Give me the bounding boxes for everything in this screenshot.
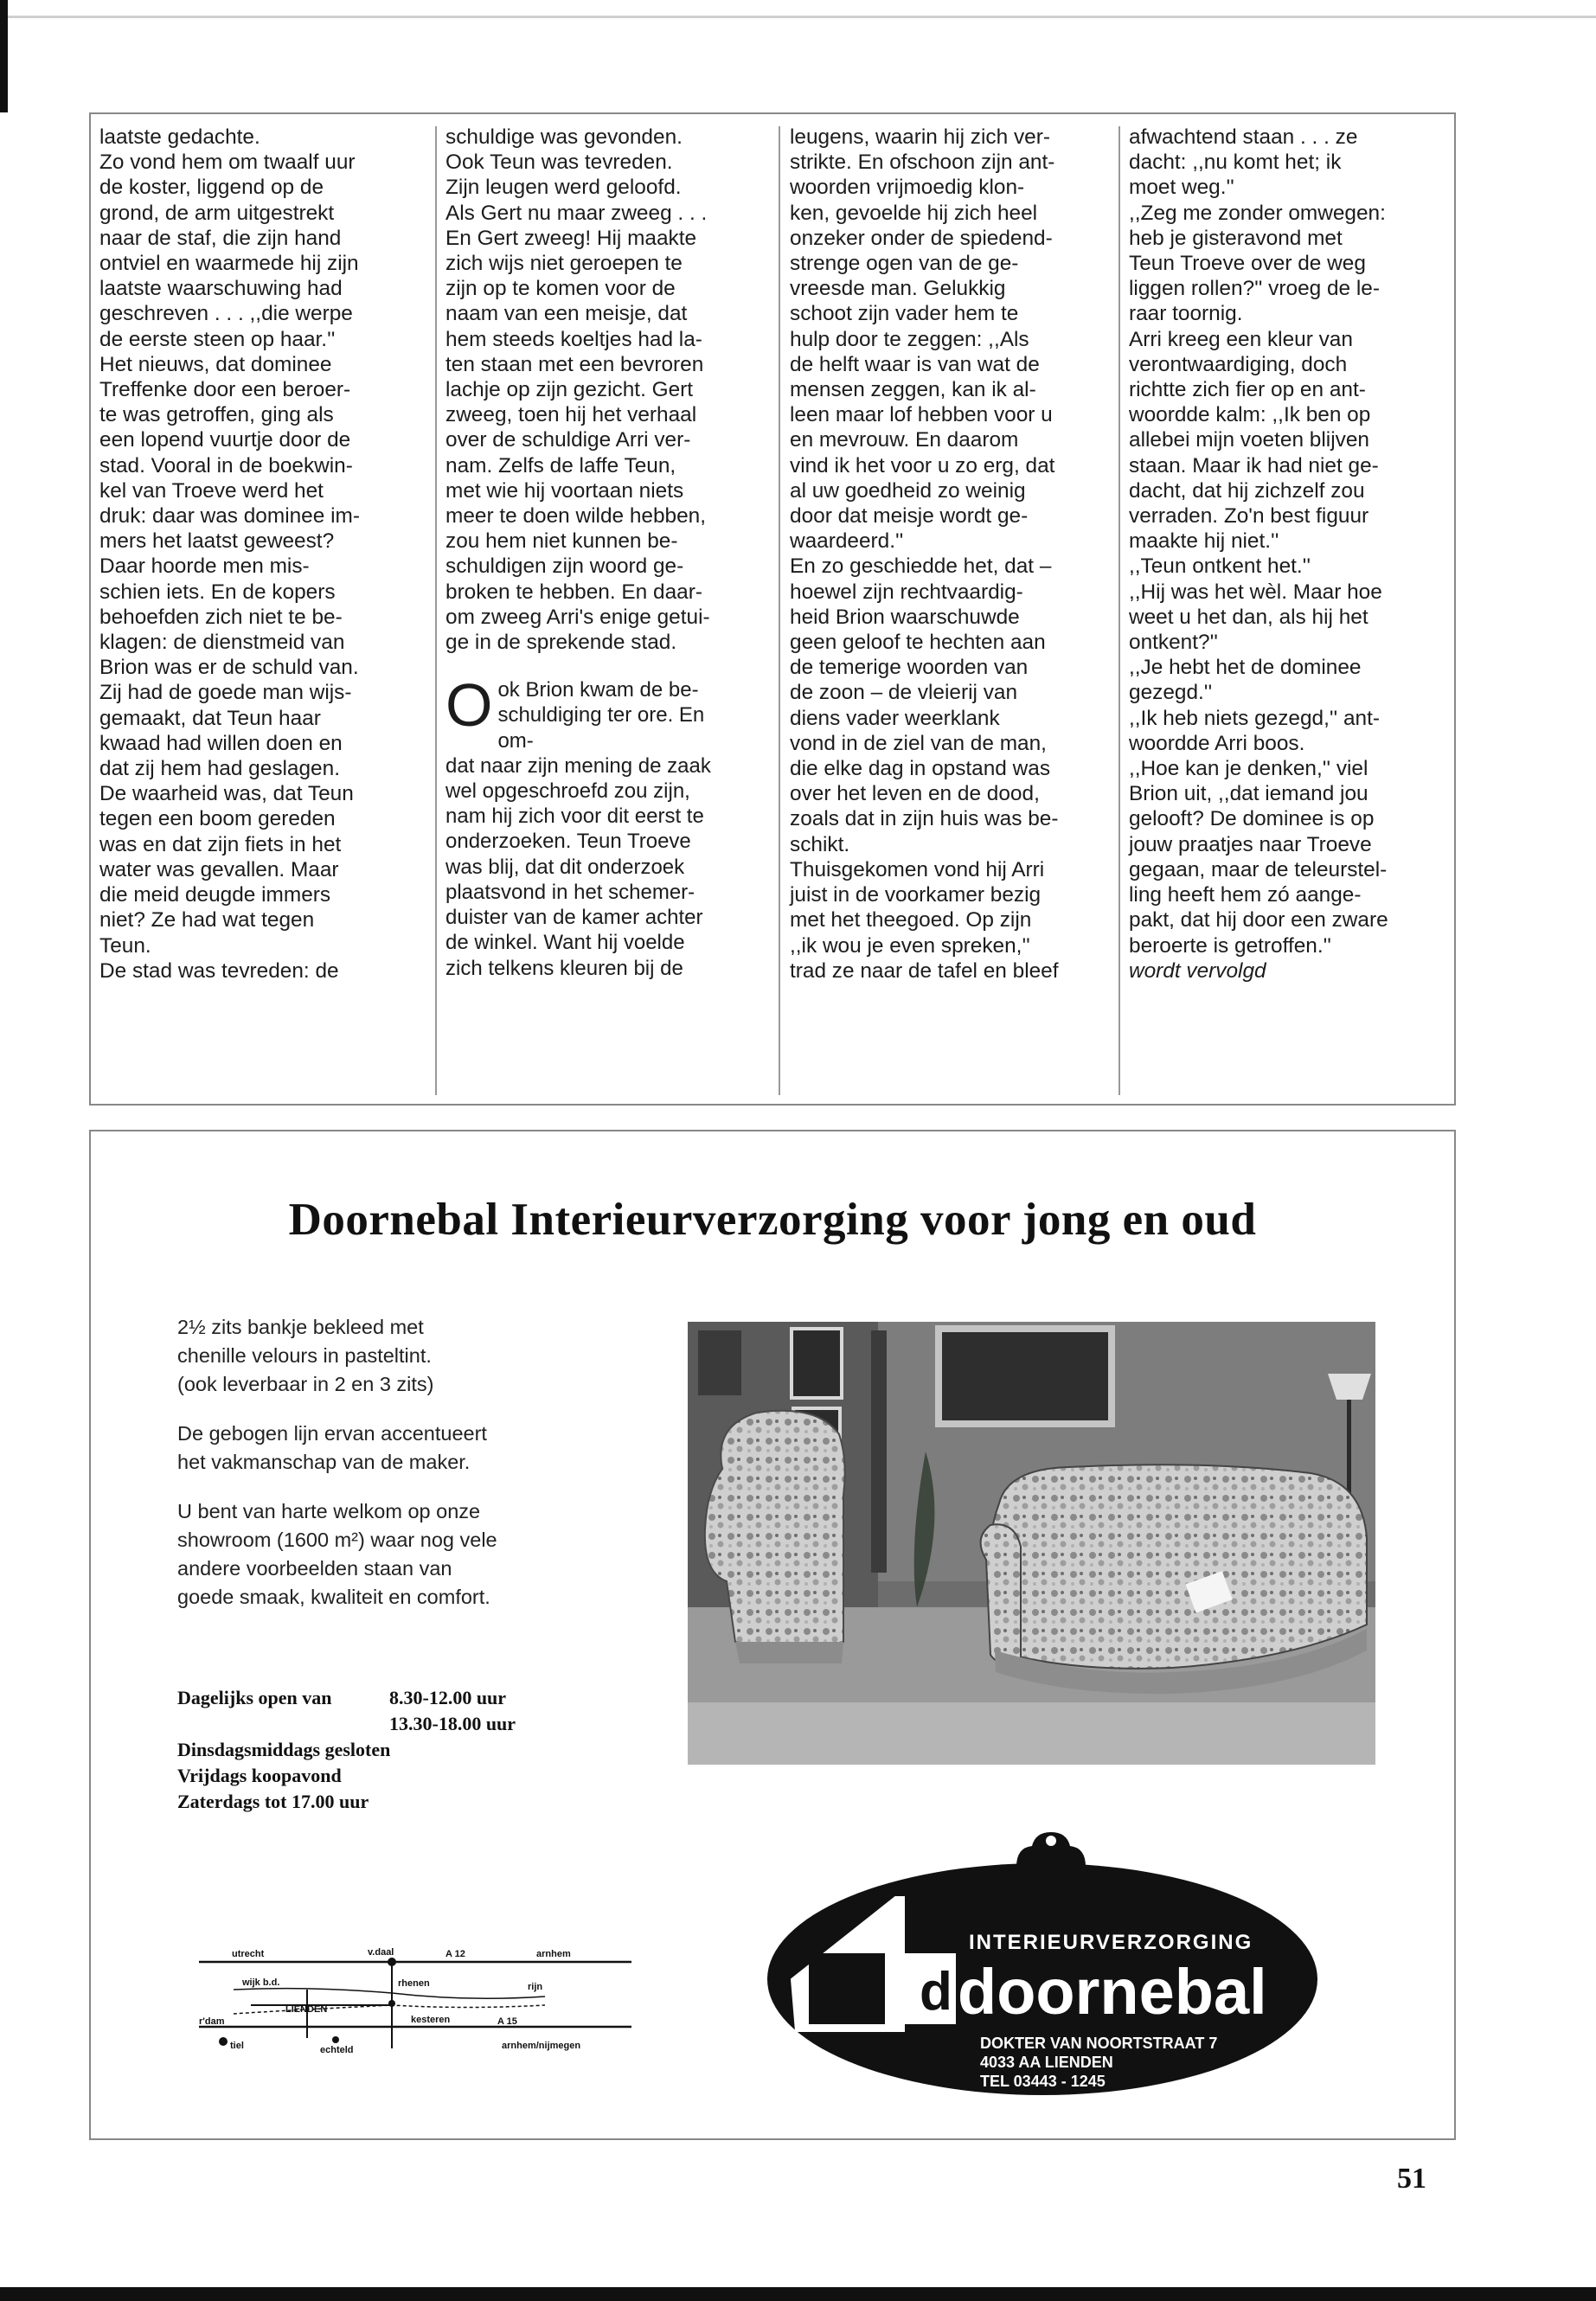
story-line: verontwaardiging, doch <box>1129 352 1348 376</box>
story-line: ,,Je hebt het de dominee <box>1129 656 1362 680</box>
sofa-photo <box>688 1322 1375 1765</box>
story-line: pakt, dat hij door een zware <box>1129 908 1388 933</box>
story-line: onzeker onder de spiedend- <box>790 226 1053 250</box>
story-line: zoals dat in zijn huis was be- <box>790 807 1059 831</box>
story-line: schuldiging ter ore. En om- <box>497 703 705 753</box>
map-rhenen: rhenen <box>398 1978 430 1989</box>
story-line: gegaan, maar de teleurstel- <box>1129 857 1388 881</box>
story-line: mers het laatst geweest? <box>99 529 335 554</box>
story-line: behoefden zich niet te be- <box>99 605 343 629</box>
hours-label: Dagelijks open van <box>177 1687 332 1708</box>
story-column-2 <box>445 125 736 981</box>
map-arnhem-nijmegen: arnhem/nijmegen <box>502 2041 581 2051</box>
map-a12: A 12 <box>445 1949 465 1959</box>
story-line: strikte. En ofschoon zijn ant- <box>790 151 1055 175</box>
story-line: water was gevallen. Maar <box>99 857 339 881</box>
story-line: jouw praatjes naar Troeve <box>1129 832 1372 856</box>
route-map <box>182 1927 718 2057</box>
story-line: staan. Maar ik had niet ge- <box>1129 453 1379 478</box>
story-line: die elke dag in opstand was <box>790 757 1051 781</box>
logo-city: 4033 AA LIENDEN <box>980 2054 1113 2071</box>
story-line: En Gert zweeg! Hij maakte <box>445 226 697 250</box>
story-line: woorden vrijmoedig klon- <box>790 176 1025 200</box>
map-lienden: LIENDEN <box>285 2004 328 2015</box>
map-rdam: r'dam <box>199 2016 225 2027</box>
story-line: De waarheid was, dat Teun <box>99 782 354 806</box>
story-line: onderzoeken. Teun Troeve <box>445 830 691 854</box>
story-line: Zo vond hem om twaalf uur <box>99 151 356 175</box>
story-line: zou hem niet kunnen be- <box>445 529 678 554</box>
story-line: geschreven . . . ,,die werpe <box>99 302 353 326</box>
story-line: liggen rollen?'' vroeg de le- <box>1129 277 1380 301</box>
story-line: door dat meisje wordt ge- <box>790 504 1029 529</box>
story-column-1 <box>99 125 390 984</box>
hours-saturday: Zaterdags tot 17.00 uur <box>177 1791 369 1812</box>
continued-note: wordt vervolgd <box>1129 958 1266 983</box>
story-line: niet? Ze had wat tegen <box>99 908 315 933</box>
story-line: vreesde man. Gelukkig <box>790 277 1006 301</box>
ad-paragraph-craft <box>177 1420 610 1477</box>
story-line: de zoon – de vleierij van <box>790 681 1018 705</box>
story-line: de helft waar is van wat de <box>790 352 1040 376</box>
hours-afternoon: 13.30-18.00 uur <box>389 1713 516 1734</box>
story-line: zich telkens kleuren bij de <box>445 956 683 980</box>
story-line: maakte hij niet.'' <box>1129 529 1279 554</box>
story-line: om zweeg Arri's enige getui- <box>445 605 710 629</box>
story-line: mensen zeggen, kan ik al- <box>790 378 1036 402</box>
story-line: Brion uit, ,,dat iemand jou <box>1129 782 1368 806</box>
story-line: zijn op te komen voor de <box>445 277 676 301</box>
story-line: hem steeds koeltjes had la- <box>445 327 702 351</box>
story-line: grond, de arm uitgestrekt <box>99 201 335 225</box>
story-box <box>89 112 1456 1106</box>
hours-morning: 8.30-12.00 uur <box>389 1687 507 1708</box>
logo-phone: TEL 03443 - 1245 <box>980 2073 1106 2090</box>
story-line: kwaad had willen doen en <box>99 731 343 755</box>
story-line: broken te hebben. En daar- <box>445 580 702 604</box>
ad-text-line: 2½ zits bankje bekleed met <box>177 1316 424 1338</box>
story-line: te was getroffen, ging als <box>99 403 334 427</box>
story-line: schuldigen zijn woord ge- <box>445 554 684 579</box>
story-line: gezegd.'' <box>1129 681 1213 705</box>
story-line: was en dat zijn fiets in het <box>99 832 342 856</box>
ad-text-line: (ook leverbaar in 2 en 3 zits) <box>177 1373 434 1395</box>
map-a15: A 15 <box>497 2016 517 2027</box>
story-line: en mevrouw. En daarom <box>790 428 1019 452</box>
story-line: geen geloof te hechten aan <box>790 631 1046 655</box>
opening-hours <box>177 1685 627 1815</box>
story-line: wel opgeschroefd zou zijn, <box>445 779 690 804</box>
story-line: een lopend vuurtje door de <box>99 428 351 452</box>
advertisement <box>89 1130 1456 2140</box>
story-line: nam hij zich voor dit eerst te <box>445 804 704 829</box>
story-line: woordde kalm: ,,Ik ben op <box>1129 403 1371 427</box>
story-line: ling heeft hem zó aange- <box>1129 883 1362 907</box>
story-line: de winkel. Want hij voelde <box>445 931 685 955</box>
story-line: ,,Ik heb niets gezegd,'' ant- <box>1129 706 1380 730</box>
story-column-3 <box>790 125 1080 984</box>
top-rule <box>0 16 1596 18</box>
story-line: ontviel en waarmede hij zijn <box>99 252 359 276</box>
column-rule <box>435 126 437 1095</box>
story-line: hoewel zijn rechtvaardig- <box>790 580 1023 604</box>
ad-text-line: showroom (1600 m²) waar nog vele <box>177 1529 497 1551</box>
story-line: Teun Troeve over de weg <box>1129 252 1366 276</box>
story-line: ok Brion kwam de be- <box>497 678 699 702</box>
ad-text-line: andere voorbeelden staan van <box>177 1557 452 1580</box>
story-line: raar toornig. <box>1129 302 1243 326</box>
ad-description <box>177 1313 610 1632</box>
ad-paragraph-sofa <box>177 1313 610 1399</box>
doornebal-logo <box>757 1815 1328 2109</box>
story-line: gelooft? De dominee is op <box>1129 807 1375 831</box>
story-line: Zijn leugen werd geloofd. <box>445 176 682 200</box>
story-line: Thuisgekomen vond hij Arri <box>790 857 1045 881</box>
story-line: Het nieuws, dat dominee <box>99 352 332 376</box>
story-line: gemaakt, dat Teun haar <box>99 706 321 730</box>
logo-brand: doornebal <box>958 1956 1267 2028</box>
story-line: schuldige was gevonden. <box>445 125 683 149</box>
story-line: schoot zijn vader hem te <box>790 302 1019 326</box>
story-line: hulp door te zeggen: ,,Als <box>790 327 1029 351</box>
story-line: naar de staf, die zijn hand <box>99 226 342 250</box>
ad-text-line: U bent van harte welkom op onze <box>177 1500 481 1522</box>
story-line: ,,Hij was het wèl. Maar hoe <box>1129 580 1382 604</box>
story-line: was blij, dat dit onderzoek <box>445 855 685 879</box>
story-line: met wie hij voortaan niets <box>445 478 684 503</box>
story-line: zweeg, toen hij het verhaal <box>445 403 697 427</box>
map-kesteren: kesteren <box>411 2015 451 2025</box>
story-line: de eerste steen op haar.'' <box>99 327 336 351</box>
story-line: Arri kreeg een kleur van <box>1129 327 1353 351</box>
story-line: heb je gisteravond met <box>1129 226 1343 250</box>
story-line: Als Gert nu maar zweeg . . . <box>445 201 708 225</box>
story-line: richtte zich fier op en ant- <box>1129 378 1366 402</box>
story-line: Brion was er de schuld van. <box>99 656 359 680</box>
story-line: verraden. Zo'n best figuur <box>1129 504 1369 529</box>
logo-tagline: INTERIEURVERZORGING <box>969 1931 1253 1954</box>
story-line: ge in de sprekende stad. <box>445 631 677 655</box>
story-line: Ook Teun was tevreden. <box>445 151 673 175</box>
story-line: waardeerd.'' <box>790 529 904 554</box>
page-number: 51 <box>1397 2163 1426 2195</box>
story-line: de temerige woorden van <box>790 656 1029 680</box>
svg-text:d: d <box>920 1962 952 2022</box>
story-line: Daar hoorde men mis- <box>99 554 310 579</box>
story-line: leen maar lof hebben voor u <box>790 403 1053 427</box>
ad-paragraph-showroom <box>177 1497 610 1612</box>
drop-cap: O <box>445 671 493 740</box>
story-line: laatste waarschuwing had <box>99 277 343 301</box>
story-line: over het leven en de dood, <box>790 782 1040 806</box>
ad-text-line: goede smaak, kwaliteit en comfort. <box>177 1586 490 1608</box>
story-line: ten staan met een bevroren <box>445 352 704 376</box>
story-line: tegen een boom gereden <box>99 807 336 831</box>
story-line: woordde Arri boos. <box>1129 731 1305 755</box>
story-line: leugens, waarin hij zich ver- <box>790 125 1050 149</box>
left-edge-bar <box>0 0 8 112</box>
hours-friday: Vrijdags koopavond <box>177 1765 342 1786</box>
story-line: schien iets. En de kopers <box>99 580 336 604</box>
story-line: dacht: ,,nu komt het; ik <box>1129 151 1342 175</box>
story-line: de koster, liggend op de <box>99 176 324 200</box>
story-line: ,,Zeg me zonder omwegen: <box>1129 201 1386 225</box>
story-line: Teun. <box>99 933 151 958</box>
story-line: Treffenke door een beroer- <box>99 378 351 402</box>
story-line: ,,Hoe kan je denken,'' viel <box>1129 757 1368 781</box>
story-line: dacht, dat hij zichzelf zou <box>1129 478 1365 503</box>
story-line: zich wijs niet geroepen te <box>445 252 683 276</box>
story-line: druk: daar was dominee im- <box>99 504 360 529</box>
column-rule <box>1118 126 1120 1095</box>
story-line: heid Brion waarschuwde <box>790 605 1020 629</box>
story-line: allebei mijn voeten blijven <box>1129 428 1369 452</box>
story-line: afwachtend staan . . . ze <box>1129 125 1358 149</box>
story-line: dat naar zijn mening de zaak <box>445 753 711 778</box>
story-line: beroerte is getroffen.'' <box>1129 933 1331 958</box>
ad-text-line: chenille velours in pasteltint. <box>177 1344 432 1367</box>
story-column-4 <box>1129 125 1420 984</box>
story-line: En zo geschiedde het, dat – <box>790 554 1052 579</box>
map-vdaal: v.daal <box>368 1947 394 1958</box>
story-line: ,,Teun ontkent het.'' <box>1129 554 1311 579</box>
story-line: moet weg.'' <box>1129 176 1234 200</box>
story-line: vond in de ziel van de man, <box>790 731 1047 755</box>
story-line: naam van een meisje, dat <box>445 302 688 326</box>
map-rijn: rijn <box>528 1982 543 1992</box>
story-line: ontkent?'' <box>1129 631 1218 655</box>
story-line: vind ik het voor u zo erg, dat <box>790 453 1055 478</box>
ad-text-line: het vakmanschap van de maker. <box>177 1451 471 1473</box>
ad-text-line: De gebogen lijn ervan accentueert <box>177 1422 487 1445</box>
story-line: klagen: de dienstmeid van <box>99 631 345 655</box>
story-line: ,,ik wou je even spreken,'' <box>790 933 1030 958</box>
story-line: diens vader weerklank <box>790 706 1000 730</box>
logo-street: DOKTER VAN NOORTSTRAAT 7 <box>980 2035 1218 2052</box>
map-echteld: echteld <box>320 2045 354 2055</box>
story-line: weet u het dan, als hij het <box>1129 605 1368 629</box>
column-rule <box>779 126 780 1095</box>
story-line: die meid deugde immers <box>99 883 331 907</box>
story-line: meer te doen wilde hebben, <box>445 504 707 529</box>
story-line: Zij had de goede man wijs- <box>99 681 352 705</box>
map-wijkbd: wijk b.d. <box>242 1977 280 1988</box>
story-line: nam. Zelfs de laffe Teun, <box>445 453 676 478</box>
story-line: dat zij hem had geslagen. <box>99 757 340 781</box>
ad-headline: Doornebal Interieurverzorging voor jong en oud <box>288 1195 1257 1245</box>
map-tiel: tiel <box>230 2041 244 2051</box>
story-line: De stad was tevreden: de <box>99 958 339 983</box>
map-utrecht: utrecht <box>232 1949 265 1959</box>
map-arnhem: arnhem <box>536 1949 571 1959</box>
story-line: juist in de voorkamer bezig <box>790 883 1042 907</box>
story-line: schikt. <box>790 832 850 856</box>
story-line: plaatsvond in het schemer- <box>445 880 695 904</box>
story-line: stad. Vooral in de boekwin- <box>99 453 353 478</box>
story-line: over de schuldige Arri ver- <box>445 428 691 452</box>
story-line: ken, gevoelde hij zich heel <box>790 201 1038 225</box>
story-line: kel van Troeve werd het <box>99 478 324 503</box>
story-line: strenge ogen van de ge- <box>790 252 1019 276</box>
story-line: met het theegoed. Op zijn <box>790 908 1032 933</box>
story-line: laatste gedachte. <box>99 125 260 149</box>
story-line: al uw goedheid zo weinig <box>790 478 1026 503</box>
story-line: trad ze naar de tafel en bleef <box>790 958 1059 983</box>
bottom-edge-bar <box>0 2287 1596 2301</box>
hours-tuesday: Dinsdagsmiddags gesloten <box>177 1739 391 1760</box>
story-line: duister van de kamer achter <box>445 906 703 930</box>
story-line: lachje op zijn gezicht. Gert <box>445 378 694 402</box>
